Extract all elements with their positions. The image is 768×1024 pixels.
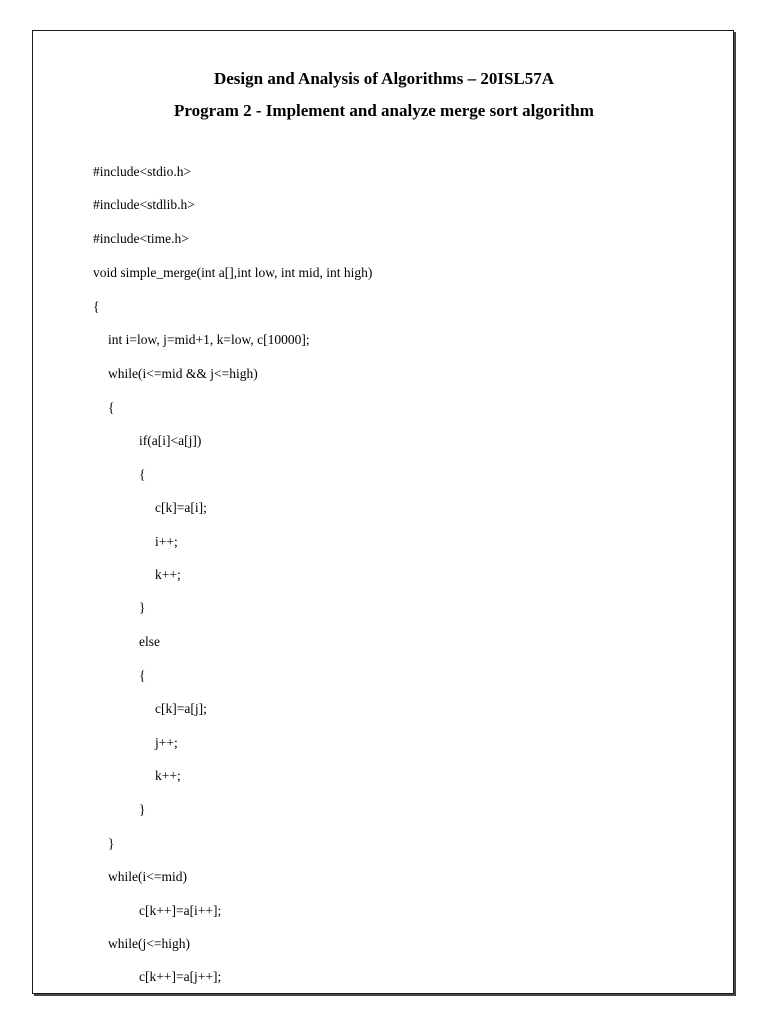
code-line: int i=low, j=mid+1, k=low, c[10000]; bbox=[108, 332, 310, 347]
code-line: else bbox=[139, 634, 160, 649]
code-line: k++; bbox=[155, 567, 181, 582]
code-line: c[k]=a[i]; bbox=[155, 500, 207, 515]
code-line: } bbox=[139, 802, 146, 817]
code-line: #include<stdlib.h> bbox=[93, 197, 195, 212]
code-line: j++; bbox=[155, 735, 178, 750]
code-line: if(a[i]<a[j]) bbox=[139, 433, 202, 448]
code-line: while(j<=high) bbox=[108, 936, 190, 951]
code-line: i++; bbox=[155, 534, 178, 549]
code-line: while(i<=mid && j<=high) bbox=[108, 366, 258, 381]
code-line: c[k]=a[j]; bbox=[155, 701, 207, 716]
code-line: } bbox=[139, 600, 146, 615]
code-line: c[k++]=a[j++]; bbox=[139, 969, 222, 984]
code-line: { bbox=[108, 400, 115, 415]
document-subtitle: Program 2 - Implement and analyze merge sort algorithm bbox=[174, 101, 594, 120]
code-line: { bbox=[139, 467, 146, 482]
code-line: c[k++]=a[i++]; bbox=[139, 903, 222, 918]
code-line: #include<time.h> bbox=[93, 231, 189, 246]
document-title: Design and Analysis of Algorithms – 20ISL57A bbox=[213, 69, 555, 88]
code-line: { bbox=[139, 668, 146, 683]
code-line: k++; bbox=[155, 768, 181, 783]
code-line: #include<stdio.h> bbox=[93, 164, 192, 179]
code-line: { bbox=[93, 299, 100, 314]
code-line: void simple_merge(int a[],int low, int mid, int high) bbox=[93, 265, 373, 280]
code-line: while(i<=mid) bbox=[108, 869, 187, 884]
code-line: } bbox=[108, 836, 115, 851]
